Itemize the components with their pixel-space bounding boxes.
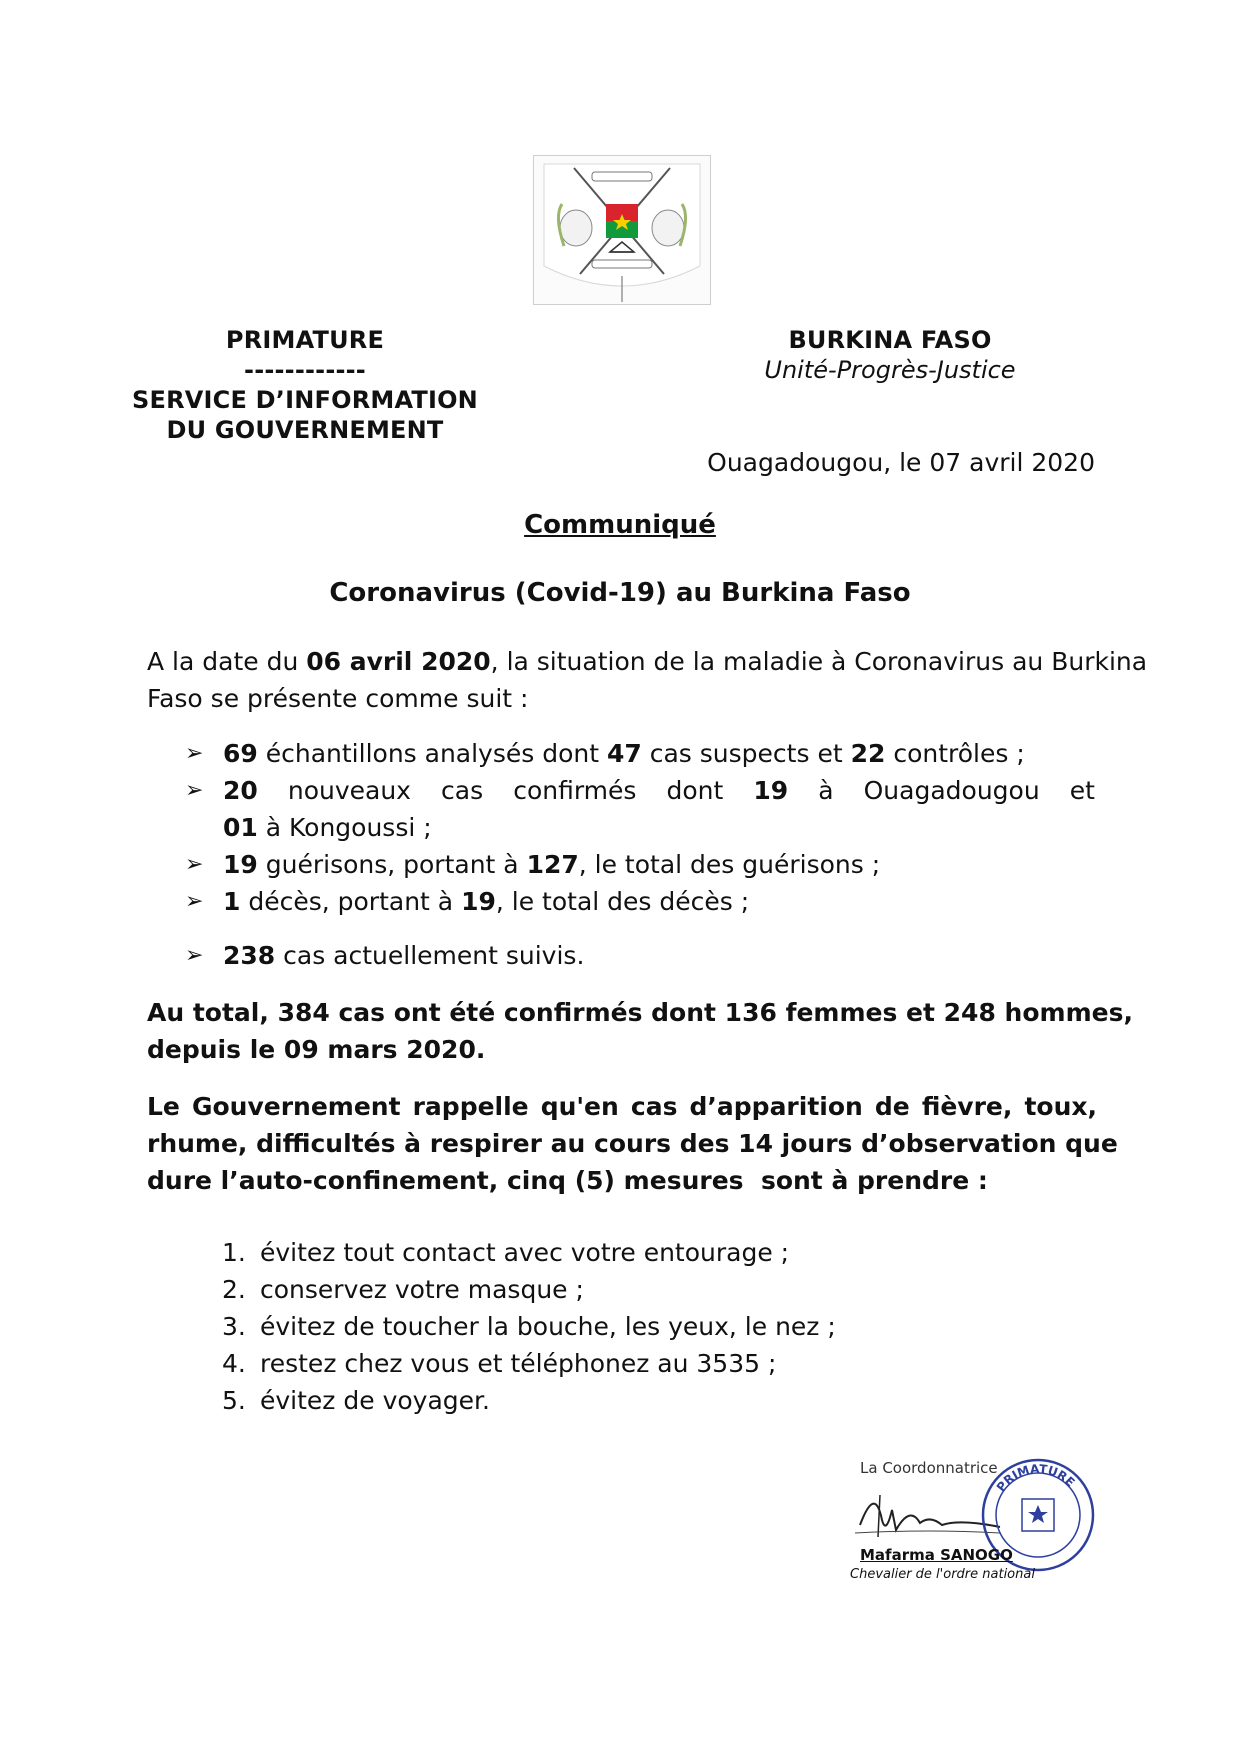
signatory-distinction: Chevalier de l'ordre national bbox=[850, 1567, 1035, 1582]
header-gouvernement: DU GOUVERNEMENT bbox=[166, 416, 444, 444]
list-item bbox=[185, 937, 1095, 974]
arrow-bullet-icon: ➢ bbox=[185, 889, 204, 914]
measure-item bbox=[222, 1234, 789, 1271]
bullet-text: échantillons analysés dont bbox=[257, 739, 607, 768]
bullet-number: 127 bbox=[526, 850, 579, 879]
intro-date: 06 avril 2020 bbox=[306, 647, 491, 676]
measure-text: évitez de voyager. bbox=[260, 1386, 490, 1415]
list-item bbox=[185, 883, 1095, 920]
document-subtitle: Coronavirus (Covid-19) au Burkina Faso bbox=[329, 578, 911, 608]
bullet-text: à Kongoussi ; bbox=[257, 813, 432, 842]
bullet-word: cas bbox=[441, 776, 484, 805]
bullet-word: nouveaux bbox=[287, 776, 411, 805]
intro-line-2: Faso se présente comme suit : bbox=[147, 684, 529, 713]
measure-text: conservez votre masque ; bbox=[260, 1275, 584, 1304]
bullet-text: cas suspects et bbox=[641, 739, 851, 768]
header-primature: PRIMATURE bbox=[225, 326, 385, 354]
arrow-bullet-icon: ➢ bbox=[185, 741, 204, 766]
list-item bbox=[185, 846, 1095, 883]
signature-role: La Coordonnatrice bbox=[860, 1459, 998, 1477]
intro-line-1 bbox=[147, 643, 1148, 680]
bullet-word: confirmés bbox=[513, 776, 637, 805]
arrow-bullet-icon: ➢ bbox=[185, 852, 204, 877]
reminder-line-2: rhume, difficultés à respirer au cours des 14 jours d’observation que bbox=[147, 1129, 1118, 1158]
bullet-number: 22 bbox=[850, 739, 886, 768]
arrow-bullet-icon: ➢ bbox=[185, 778, 204, 803]
signatory-name: Mafarma SANOGO bbox=[860, 1546, 1013, 1564]
total-line-1: Au total, 384 cas ont été confirmés dont 136 femmes et 248 hommes, bbox=[147, 998, 1133, 1027]
measure-number: 2. bbox=[222, 1275, 246, 1304]
measure-number: 1. bbox=[222, 1238, 246, 1267]
bullet-text: cas actuellement suivis. bbox=[275, 941, 585, 970]
bullet-text: guérisons, portant à bbox=[257, 850, 527, 879]
measure-text: évitez de toucher la bouche, les yeux, le nez ; bbox=[260, 1312, 836, 1341]
reminder-line-3: dure l’auto-confinement, cinq (5) mesures sont à prendre : bbox=[147, 1166, 988, 1195]
header-country: BURKINA FASO bbox=[788, 326, 992, 354]
bullet-word: à bbox=[818, 776, 834, 805]
list-item bbox=[185, 735, 1095, 772]
intro-text-b: , la situation de la maladie à Coronavirus au Burkina bbox=[490, 647, 1148, 676]
bullet-word: Ouagadougou bbox=[863, 776, 1040, 805]
header-service-information: SERVICE D’INFORMATION bbox=[132, 386, 478, 414]
signature-block bbox=[840, 1455, 1100, 1605]
header-motto: Unité-Progrès-Justice bbox=[764, 356, 1016, 384]
bullet-text: décès, portant à bbox=[240, 887, 462, 916]
bullet-text: , le total des guérisons ; bbox=[578, 850, 881, 879]
title-wrapper bbox=[0, 510, 1240, 540]
measure-number: 4. bbox=[222, 1349, 246, 1378]
measure-item bbox=[222, 1345, 776, 1382]
date-place: Ouagadougou, le 07 avril 2020 bbox=[707, 448, 1095, 477]
bullet-number: 19 bbox=[461, 887, 496, 916]
measure-number: 3. bbox=[222, 1312, 246, 1341]
bullet-number: 19 bbox=[223, 850, 258, 879]
bullet-text: , le total des décès ; bbox=[495, 887, 750, 916]
bullet-number: 47 bbox=[607, 739, 642, 768]
list-item bbox=[185, 772, 1095, 846]
measure-item bbox=[222, 1382, 490, 1419]
bullet-word: et bbox=[1069, 776, 1095, 805]
coat-of-arms-emblem bbox=[533, 155, 711, 305]
coat-of-arms-icon bbox=[534, 156, 710, 304]
measure-item bbox=[222, 1308, 836, 1345]
bullet-number: 238 bbox=[223, 941, 276, 970]
bullet-text: contrôles ; bbox=[885, 739, 1025, 768]
reminder-line-1: Le Gouvernement rappelle qu'en cas d’apparition de fièvre, toux, bbox=[147, 1092, 1097, 1121]
arrow-bullet-icon: ➢ bbox=[185, 943, 204, 968]
measure-item bbox=[222, 1271, 584, 1308]
measure-number: 5. bbox=[222, 1386, 246, 1415]
bullet-number: 20 bbox=[223, 776, 258, 805]
intro-text-a: A la date du bbox=[147, 647, 307, 676]
bullet-number: 19 bbox=[753, 776, 789, 805]
measure-text: évitez tout contact avec votre entourage ; bbox=[260, 1238, 790, 1267]
document-title: Communiqué bbox=[524, 510, 716, 540]
bullet-number: 01 bbox=[223, 813, 258, 842]
total-line-2: depuis le 09 mars 2020. bbox=[147, 1035, 486, 1064]
measure-text: restez chez vous et téléphonez au 3535 ; bbox=[260, 1349, 777, 1378]
bullet-number: 1 bbox=[223, 887, 241, 916]
bullet-word: dont bbox=[666, 776, 724, 805]
stamp-label: PRIMATURE bbox=[993, 1461, 1078, 1495]
bullet-number: 69 bbox=[223, 739, 258, 768]
header-separator: ------------ bbox=[244, 356, 366, 384]
